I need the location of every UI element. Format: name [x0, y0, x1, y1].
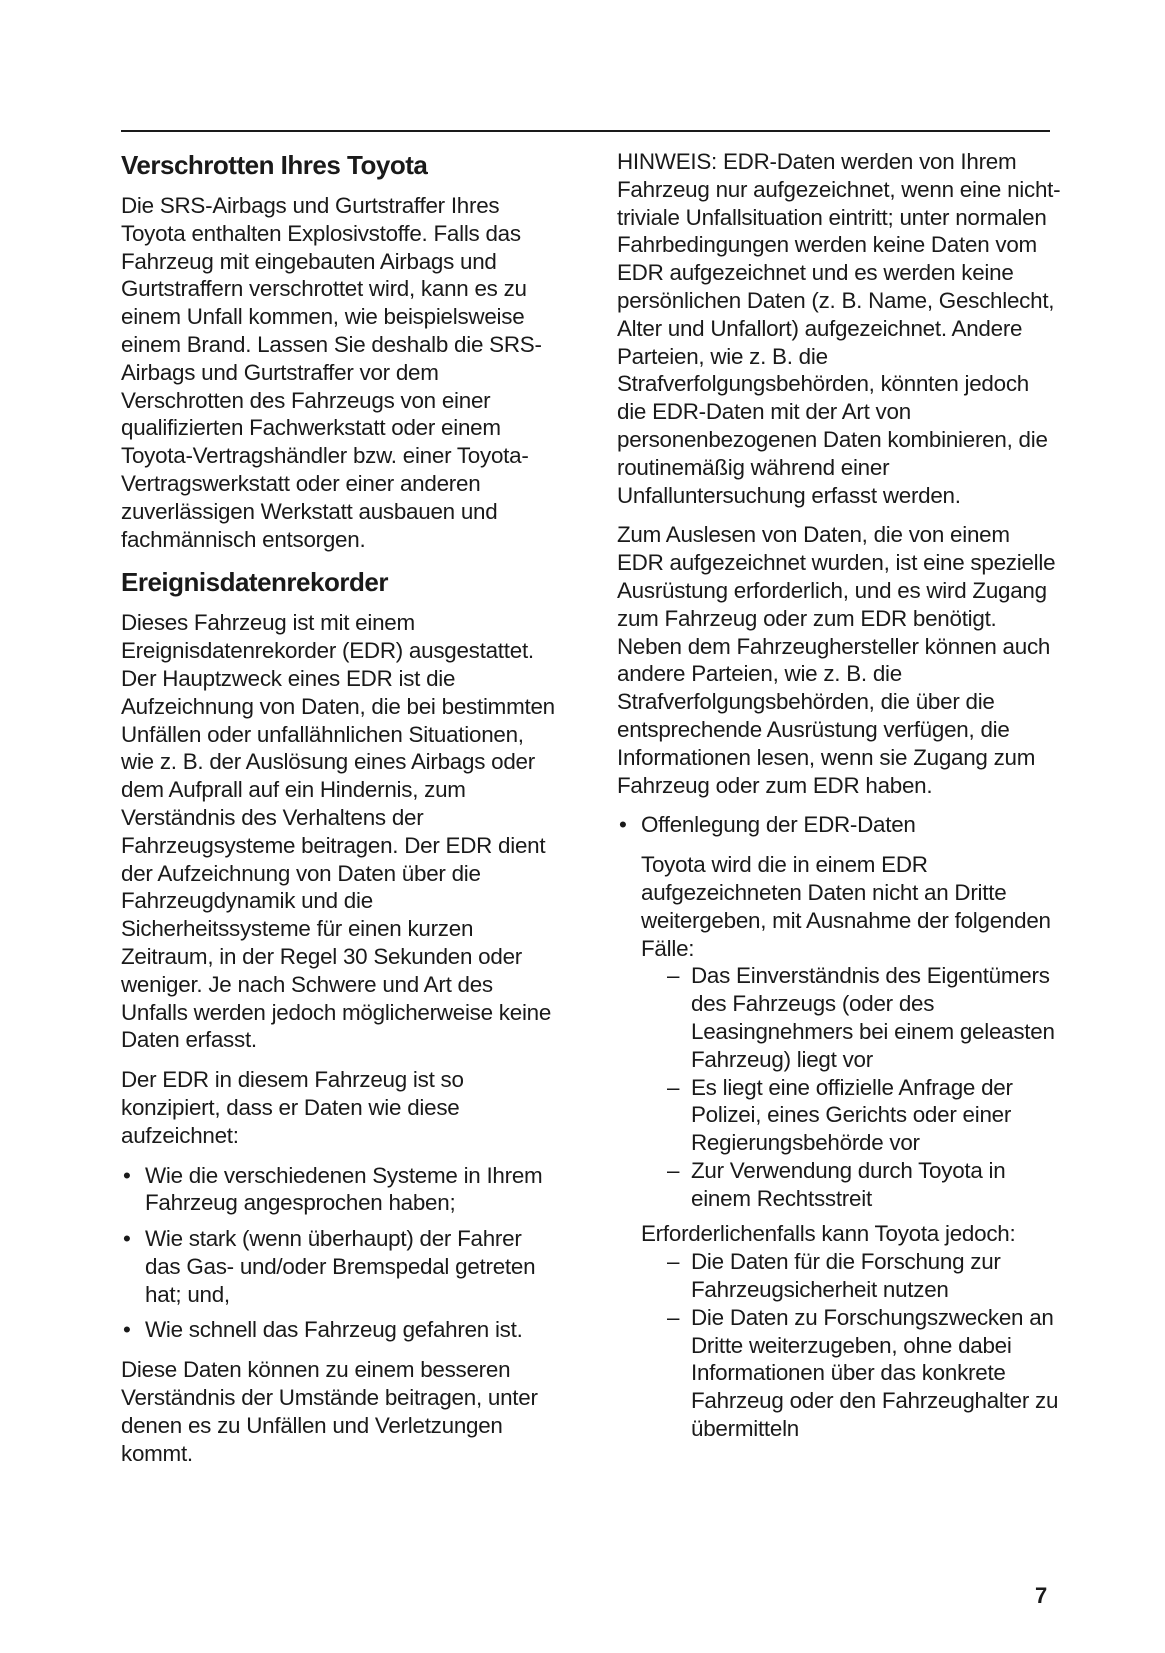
dash-item-text: Die Daten zu Forschungszwecken an Dritte weiterzugeben, ohne dabei Informationen über das konkrete Fahrzeug oder den Fahrzeughalter zu übermitteln: [691, 1304, 1059, 1442]
disclosure-intro: Toyota wird die in einem EDR aufgezeichneten Daten nicht an Dritte weitergeben, mit Ausnahme der folgenden Fälle:: [641, 852, 1051, 961]
note-paragraph: HINWEIS: EDR-Daten werden von Ihrem Fahrzeug nur aufgezeichnet, wenn eine nicht-triviale Unfallsituation eintritt; unter normalen Fahrbedingungen werden keine Daten vom EDR aufgezeichnet und es werden keine persönlichen Daten (z. B. Name, Geschlecht, Alter und Unfallort) aufgezeichnet. Andere Parteien, wie z. B. die Strafverfolgungsbehörden, könnten jedoch die EDR-Daten mit der Art von personenbezogenen Daten kombinieren, die routinemäßig während einer Unfalluntersuchung erfasst werden.: [617, 149, 1061, 508]
bullet-marker: •: [123, 1162, 131, 1188]
paragraph-edr-intro: Dieses Fahrzeug ist mit einem Ereignisdatenrekorder (EDR) ausgestattet. Der Hauptzweck eines EDR ist die Aufzeichnung von Daten, die bei bestimmten Unfällen oder unfallähnlichen Situationen, wie z. B. der Auslösung eines Airbags oder dem Aufprall auf ein Hindernis, zum Verständnis des Verhaltens der Fahrzeugsysteme beitragen. Der EDR dient der Aufzeichnung von Daten über die Fahrzeugdynamik und die Sicherheitssysteme für einen kurzen Zeitraum, in der Regel 30 Sekunden oder weniger. Je nach Schwere und Art des Unfalls werden jedoch möglicherweise keine Daten erfasst.: [121, 610, 555, 1053]
left-column: [121, 148, 561, 1467]
list-item: [121, 1225, 561, 1308]
dash-marker: –: [667, 1249, 680, 1275]
dash-item-text: Die Daten für die Forschung zur Fahrzeugsicherheit nutzen: [691, 1249, 1001, 1303]
disclosure-body: [617, 851, 1062, 1443]
dash-marker: –: [667, 963, 680, 989]
page-number: 7: [1035, 1583, 1048, 1608]
list-item: [617, 811, 1062, 839]
disclosure-optional-intro: Erforderlichenfalls kann Toyota jedoch:: [641, 1221, 1016, 1247]
dash-item-text: Zur Verwendung durch Toyota in einem Rechtsstreit: [691, 1157, 1006, 1211]
heading-edr: Ereignisdatenrekorder: [121, 567, 388, 598]
bullet-marker: •: [123, 1317, 131, 1343]
list-item-text: Wie die verschiedenen Systeme in Ihrem Fahrzeug angesprochen haben;: [145, 1162, 543, 1216]
list-item-text: Wie schnell das Fahrzeug gefahren ist.: [145, 1317, 523, 1343]
list-item: [121, 1316, 561, 1344]
dash-item: [667, 1248, 1062, 1304]
header-rule: [121, 130, 1050, 132]
dash-item: [667, 1074, 1062, 1157]
dash-item-text: Es liegt eine offizielle Anfrage der Polizei, eines Gerichts oder einer Regierungsbehörde vor: [691, 1074, 1013, 1156]
heading-scrapping: Verschrotten Ihres Toyota: [121, 150, 428, 180]
disclosure-cases-list: [641, 962, 1062, 1212]
optional-uses-list: [641, 1248, 1062, 1443]
right-column: [617, 148, 1062, 1443]
bullet-marker: •: [123, 1226, 131, 1252]
dash-item-text: Das Einverständnis des Eigentümers des Fahrzeugs (oder des Leasingnehmers bei einem geleasten Fahrzeug) liegt vor: [691, 963, 1055, 1072]
dash-marker: –: [667, 1157, 680, 1183]
dash-marker: –: [667, 1304, 680, 1330]
list-item-text: Wie stark (wenn überhaupt) der Fahrer das Gas- und/oder Bremspedal getreten hat; und,: [145, 1226, 536, 1307]
dash-item: [667, 1304, 1062, 1443]
paragraph-edr-records: Der EDR in diesem Fahrzeug ist so konzipiert, dass er Daten wie diese aufzeichnet:: [121, 1067, 464, 1148]
dash-marker: –: [667, 1074, 680, 1100]
dash-item: [667, 962, 1062, 1073]
list-item: [121, 1162, 561, 1218]
edr-data-list: [121, 1162, 561, 1345]
paragraph-edr-purpose: Diese Daten können zu einem besseren Verständnis der Umstände beitragen, unter denen es zu Unfällen und Verletzungen kommt.: [121, 1357, 538, 1466]
paragraph-reading-data: Zum Auslesen von Daten, die von einem EDR aufgezeichnet wurden, ist eine spezielle Ausrüstung erforderlich, und es wird Zugang zum Fahrzeug oder zum EDR benötigt. Neben dem Fahrzeughersteller können auch andere Parteien, wie z. B. die Strafverfolgungsbehörden, die über die entsprechende Ausrüstung verfügen, die Informationen lesen, wenn sie Zugang zum Fahrzeug oder zum EDR haben.: [617, 522, 1056, 798]
bullet-marker: •: [619, 812, 627, 838]
paragraph-scrapping: Die SRS-Airbags und Gurtstraffer Ihres Toyota enthalten Explosivstoffe. Falls das Fahrzeug mit eingebauten Airbags und Gurtstraffern verschrottet wird, kann es zu einem Unfall kommen, wie beispielsweise einem Brand. Lassen Sie deshalb die SRS-Airbags und Gurtstraffer vor dem Verschrotten des Fahrzeugs von einer qualifizierten Fachwerkstatt oder einem Toyota-Vertragshändler bzw. einer Toyota-Vertragswerkstatt oder einer anderen zuverlässigen Werkstatt ausbauen und fachmännisch entsorgen.: [121, 193, 542, 552]
disclosure-list: [617, 811, 1062, 839]
disclosure-title: Offenlegung der EDR-Daten: [641, 812, 916, 838]
dash-item: [667, 1157, 1062, 1213]
